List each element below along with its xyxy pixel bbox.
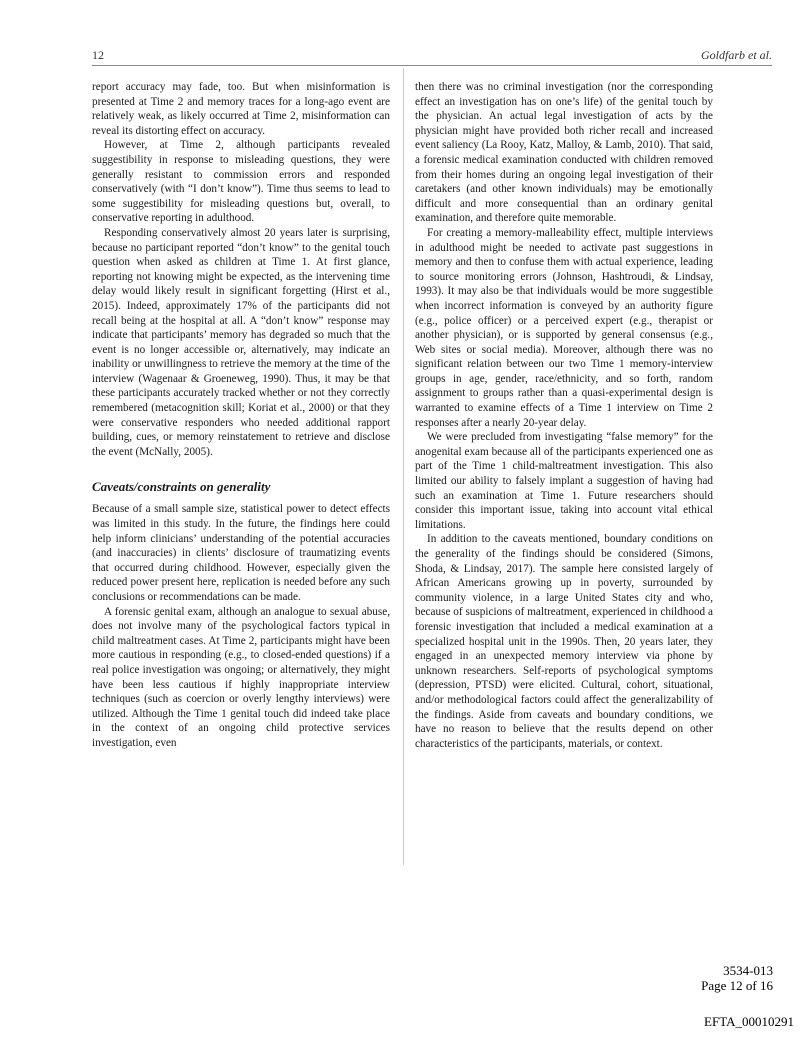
body-paragraph: then there was no criminal investigation (nor the corresponding effect an investigation has on one’s life) of the genital touch by the physician. An actual legal investigation of acts by the physician might have provided both richer recall and increased event saliency (La Rooy, Katz, Malloy, & Lamb, 2010). That said, a forensic medical examination conducted with children removed from their homes during an ongoing legal investigation of their caretakers (and other known individuals) may be emotionally difficult and more consequential than an ordinary genital examination, and therefore quite memorable. xyxy=(415,81,713,225)
body-paragraph: However, at Time 2, although participants revealed suggestibility in response to misleading questions, they were generally resistant to commission errors and responded conservatively (with “I don’t know”). Time thus seems to lead to some suggestibility for misleading questions but, overall, to conservative reporting in adulthood. xyxy=(92,139,390,225)
section-heading: Caveats/constraints on generality xyxy=(92,479,271,495)
body-paragraph: A forensic genital exam, although an analogue to sexual abuse, does not involve many of the psychological factors typical in child maltreatment cases. At Time 2, participants might have been more cautious in responding (e.g., to closed-ended questions) if a real police investigation was ongoing; or alternatively, they might have been less cautious if highly inappropriate interview techniques (such as coercion or overly lengthy interviews) were utilized. Although the Time 1 genital touch did indeed take place in the context of an ongoing child protective services investigation, even xyxy=(92,605,390,749)
right-column xyxy=(415,80,713,751)
body-paragraph: For creating a memory-malleability effect, multiple interviews in adulthood might be needed to activate past suggestions in memory and then to confuse them with actual experience, leading to source monitoring errors (Johnson, Hashtroudi, & Lindsay, 1993). It may also be that individuals would be more suggestible when incorrect information is conveyed by an authority figure (e.g., police officer) or a perceived expert (e.g., therapist or another physician), or is supported by general consensus (e.g., Web sites or social media). Moreover, although there was no significant relation between our two Time 1 memory-interview groups in age, gender, race/ethnicity, and so forth, random assignment to groups rather than a quasi-experimental design is warranted to examine effects of a Time 1 interview on Time 2 responses after a nearly 20-year delay. xyxy=(415,226,713,429)
body-paragraph: In addition to the caveats mentioned, boundary conditions on the generality of the findings should be considered (Simons, Shoda, & Lindsay, 2017). The sample here consisted largely of African Americans growing up in poverty, surrounded by community violence, in a large United States city and who, because of suspicions of maltreatment, experienced in childhood a forensic investigation that included a medical examination at a specialized hospital unit in the 1990s. Then, 20 years later, they engaged in an unexpected memory interview via phone by unknown researchers. Self-reports of psychological symptoms (depression, PTSD) were elicited. Cultural, cohort, situational, and/or methodological factors could affect the generalizability of the findings. Aside from caveats and boundary conditions, we have no reason to believe that the results depend on other characteristics of the participants, materials, or context. xyxy=(415,533,713,750)
left-column xyxy=(92,80,390,751)
column-divider xyxy=(403,68,404,865)
header-rule xyxy=(92,65,772,66)
body-paragraph: Because of a small sample size, statistical power to detect effects was limited in this study. In the future, the findings here could help inform clinicians’ understanding of the potential accuracies (and inaccuracies) in clients’ disclosure of traumatizing events that occurred during childhood. However, especially given the reduced power present here, replication is needed before any such conclusions or recommendations can be made. xyxy=(92,503,390,603)
stamp-page-count: Page 12 of 16 xyxy=(701,978,773,993)
running-head: Goldfarb et al. xyxy=(701,48,772,62)
body-paragraph: We were precluded from investigating “false memory” for the anogenital exam because all of the participants experienced one as part of the Time 1 child-maltreatment investigation. This also limited our ability to falsely implant a suggestion of having had such an examination at Time 1. Future researchers should consider this important issue, taking into account vital ethical limitations. xyxy=(415,431,713,531)
document-id: EFTA_00010291 xyxy=(704,1014,794,1029)
page-number: 12 xyxy=(92,48,104,62)
stamp-case-number: 3534-013 xyxy=(723,963,773,978)
body-paragraph: report accuracy may fade, too. But when misinformation is presented at Time 2 and memory traces for a long-ago event are relatively weak, as likely occurred at Time 2, misinformation can reveal its distorting effect on accuracy. xyxy=(92,81,390,137)
body-paragraph: Responding conservatively almost 20 years later is surprising, because no participant reported “don’t know” to the genital touch question when asked as children at Time 1. At first glance, reporting not knowing might be expected, as the intervening time delay would likely result in significant forgetting (Hirst et al., 2015). Indeed, approximately 17% of the participants did not recall being at the hospital at all. A “don’t know” response may indicate that participants’ memory has degraded so much that the event is no longer accessible or, alternatively, may indicate an inability or unwillingness to retrieve the memory at the time of the interview (Wagenaar & Groeneweg, 1990). Thus, it may be that these participants accurately tracked whether or not they correctly remembered (metacognition skill; Koriat et al., 2000) or that they were conservative responders who needed additional rapport building, cues, or memory reinstatement to retrieve and disclose the event (McNally, 2005). xyxy=(92,226,390,458)
page-stamp xyxy=(701,963,773,993)
page-header xyxy=(92,45,772,65)
